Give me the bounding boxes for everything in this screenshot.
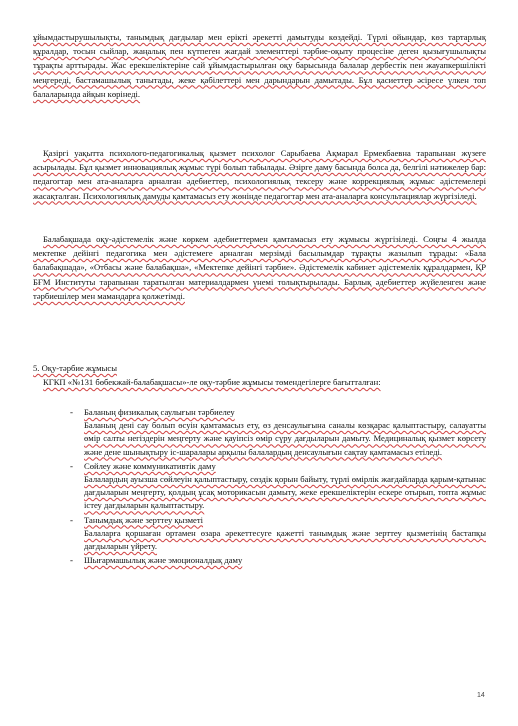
list-item bbox=[70, 406, 486, 459]
page-number: 14 bbox=[477, 692, 485, 699]
section-heading-text: 5. Оқу-тәрбие жұмысы bbox=[33, 363, 117, 373]
activity-list bbox=[70, 406, 486, 568]
list-item bbox=[70, 514, 486, 554]
list-item-body: Балалардың ауызша сөйлеуiн қалыптастыру, сөздiк қорын байыту, түрлi өмiрлiк жағдайларда қарым-қатынас дағдыларын меңгерту, қолдың ұсақ моторикасын дамыту, жеке ерекшелiктерiн ескере отырып, топта жұмыс iстеу дағдыларын қалыптастыру. bbox=[84, 474, 486, 511]
bullet-marker: - bbox=[70, 514, 73, 525]
list-item-body: Баланың денi сау болып өсуiн қамтамасыз ету, өз денсаулығына саналы көзқарас қалыптастыру, салауатты өмiр салты негiздерiн меңгерту және қауiпсiз өмiр сүру дағдыларын дамыту. Медициналық қызмет көрсету және дене шынықтыру iс-шаралары арқылы балалардың денсаулығын сақтау қамтамасыз етiледi. bbox=[84, 420, 486, 457]
list-item bbox=[70, 460, 486, 513]
paragraph-3-text: Балабақшада оқу-әдiстемелiк және көркем әдебиеттермен қамтамасыз ету жұмысы жүргiзiледi. Соңғы 4 жылда мектепке дейiнгi педагогика мен әдiстемеге арналған мерзiмдi басылымдар тұрақты жазылып тұрады: «Бала балабақшада», «Отбасы және балабақша», «Мектепке дейiнгi тәрбие». Әдiстемелiк кабинет әдiстемелiк құралдармен, ҚР БҒМ Институты тарапынан таратылған материалдармен үнемi толықтырылады. Барлық әдебиеттер жүйеленген және тәрбиешiлер мен мамандарға қолжетiмдi. bbox=[33, 234, 486, 301]
paragraph-2-text: Қазiргi уақытта психолого-педагогикалық қызмет психолог Сарыбаева Ақмарал Ермекбаевна тарапынан жүзеге асырылады. Бұл қызмет инновациялық жұмыс түрi болып табылады. Әзiрге даму басында болса да, белгiлi нәтижелер бар: педагогтар мен ата-аналарға арналған әдебиеттер, психологиялық тексеру және коррекциялық жұмыс әдiстемелерi жасақталған. Психологиялық дамуды қамтамасыз ету жөнiнде педагогтар мен ата-аналарға консультациялар жүргiзiледi. bbox=[33, 148, 486, 201]
paragraph-1 bbox=[33, 30, 486, 101]
list-item-title: Баланың физикалық саулығын тәрбиелеу bbox=[84, 407, 235, 417]
section-intro bbox=[33, 375, 486, 389]
section-heading bbox=[33, 362, 117, 375]
list-item-body: Балаларға қоршаған ортамен өзара әрекеттесуге қажеттi танымдық және зерттеу қызметiнiң бастапқы дағдыларын үйрету. bbox=[84, 527, 486, 552]
section-intro-text: КГКП «№131 бөбекжай-балабақшасы»-ле оқу-тәрбие жұмысы төмендегiлерге бағытталған: bbox=[43, 377, 381, 387]
paragraph-2 bbox=[33, 146, 486, 203]
paragraph-1-text: ұйымдастырушылықты, танымдық дағдылар мен еріктi әрекеттi дамытуды көздейдi. Түрлi ойындар, көз тартарлық құралдар, тосын сыйлар, жаңалық пен күтпеген жағдай элементтерi тәрбие-оқыту процесiне деген қызығушылықты тұрақты арттырады. Жас ерекшелiктерiне сай ұйымдастырылған оқу барысында балалар дербестiк пен жауапкершiлiктi меңгередi, бастамашылық танытады, жеке қабiлеттерi мен дарындарын дамытады. Бұл қасиеттер әсiресе үлкен топ балаларында айқын көрiнедi. bbox=[33, 32, 486, 99]
list-item bbox=[70, 554, 486, 567]
list-item-title: Танымдық және зерттеу қызметi bbox=[84, 514, 204, 525]
list-item-title: Шығармашылық және эмоционалдық даму bbox=[84, 555, 243, 566]
paragraph-3 bbox=[33, 232, 486, 303]
list-item-title: Сөйлеу және коммуникативтiк даму bbox=[84, 460, 216, 471]
bullet-marker: - bbox=[70, 460, 73, 471]
bullet-marker: - bbox=[70, 407, 73, 417]
bullet-marker: - bbox=[70, 555, 73, 566]
